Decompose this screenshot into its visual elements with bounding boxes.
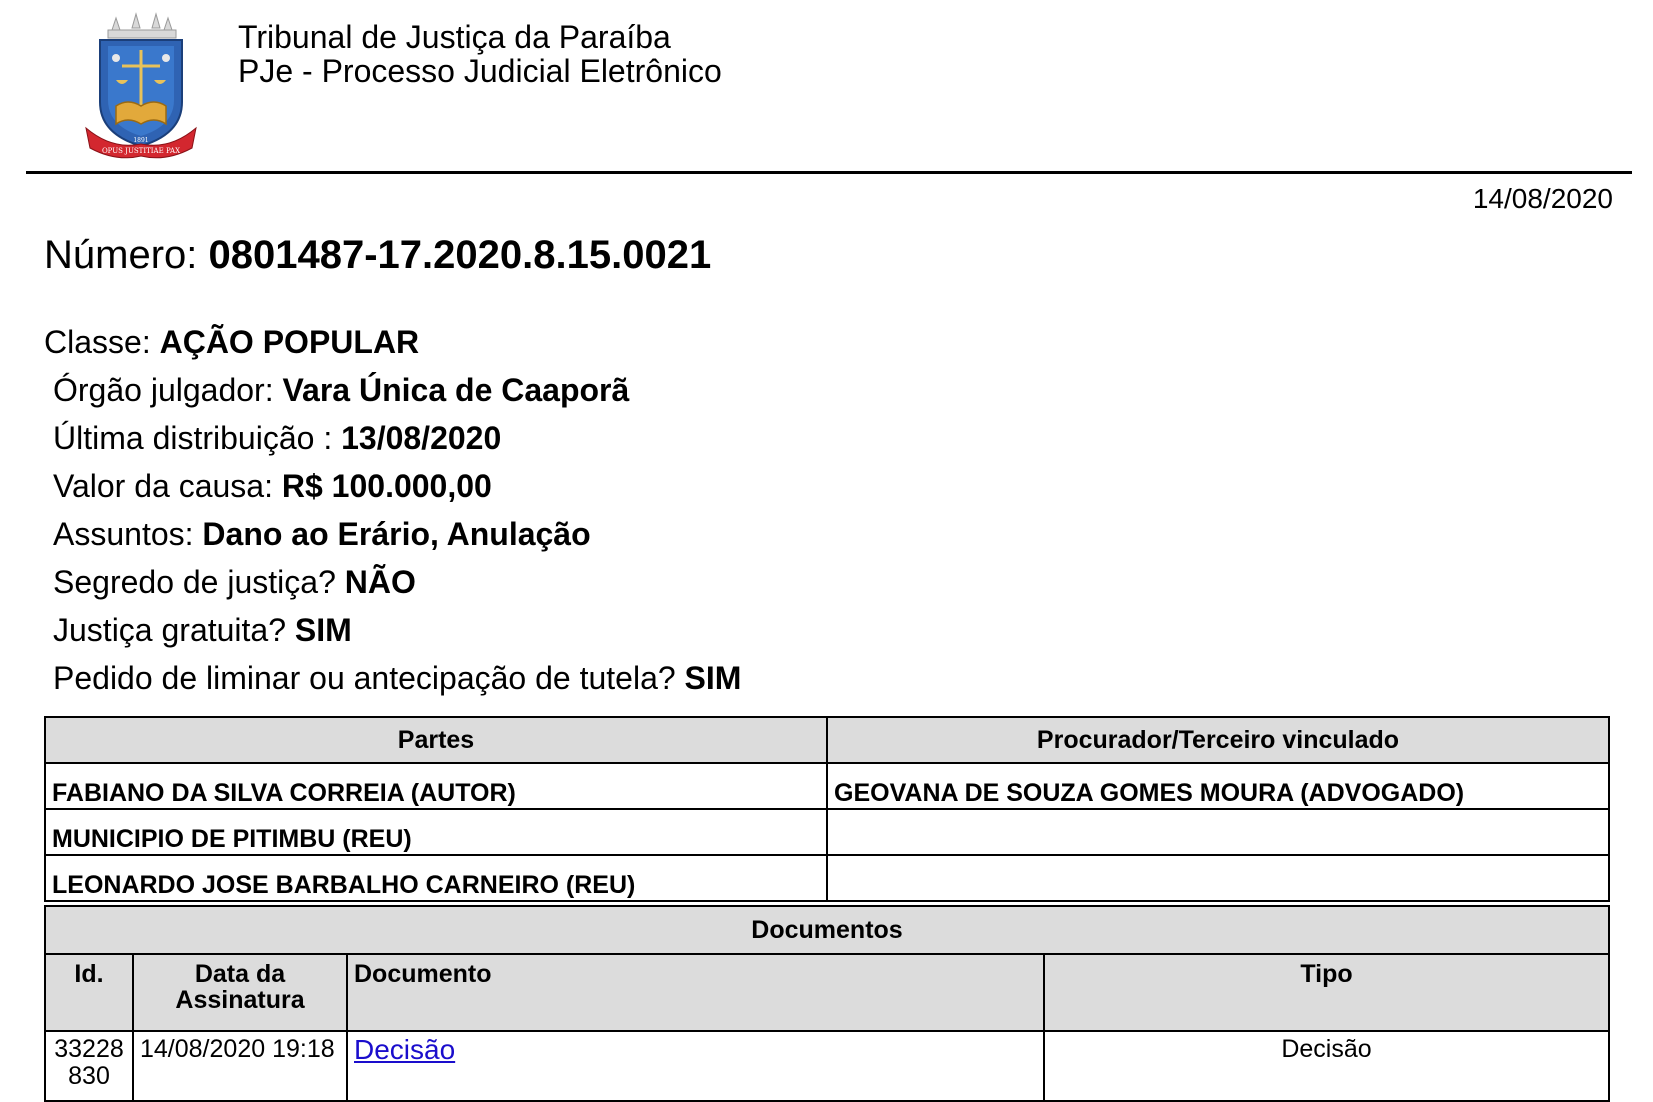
documento-column-header: Documento — [347, 954, 1044, 1031]
process-number-value: 0801487-17.2020.8.15.0021 — [208, 233, 712, 277]
court-crest-icon — [82, 10, 200, 162]
partes-table — [44, 716, 1610, 902]
procurador-cell: GEOVANA DE SOUZA GOMES MOURA (ADVOGADO) — [827, 763, 1609, 809]
field-label: Classe: — [44, 324, 160, 360]
field-value: SIM — [684, 660, 742, 696]
court-header — [238, 20, 722, 88]
field-orgao-julgador — [44, 366, 741, 414]
field-assuntos — [44, 510, 741, 558]
documentos-header-row — [45, 954, 1609, 1031]
field-label: Pedido de liminar ou antecipação de tutela? — [53, 660, 685, 696]
system-name: PJe - Processo Judicial Eletrônico — [238, 53, 722, 89]
field-ultima-distribuicao — [44, 414, 741, 462]
field-label: Segredo de justiça? — [53, 564, 345, 600]
table-row — [45, 855, 1609, 901]
field-value: Dano ao Erário, Anulação — [202, 516, 591, 552]
crest-motto: OPUS JUSTITIAE PAX — [101, 147, 181, 155]
field-label: Assuntos: — [53, 516, 203, 552]
doc-date-cell: 14/08/2020 19:18 — [133, 1031, 347, 1101]
documentos-caption: Documentos — [45, 906, 1609, 954]
court-name: Tribunal de Justiça da Paraíba — [238, 19, 671, 55]
table-row — [45, 763, 1609, 809]
field-value: AÇÃO POPULAR — [159, 324, 420, 360]
doc-tipo-cell: Decisão — [1044, 1031, 1609, 1101]
doc-id-cell: 33228830 — [45, 1031, 133, 1101]
crest-year: 1891 — [133, 137, 149, 144]
process-fields — [44, 318, 741, 702]
field-value: 13/08/2020 — [341, 420, 502, 456]
process-number — [44, 233, 711, 278]
field-value: R$ 100.000,00 — [281, 468, 492, 504]
header-divider — [26, 171, 1632, 174]
documentos-caption-row — [45, 906, 1609, 954]
field-value: SIM — [294, 612, 352, 648]
parte-cell: MUNICIPIO DE PITIMBU (REU) — [45, 809, 827, 855]
field-label: Justiça gratuita? — [53, 612, 295, 648]
field-segredo-justica — [44, 558, 741, 606]
parte-cell: FABIANO DA SILVA CORREIA (AUTOR) — [45, 763, 827, 809]
procurador-column-header: Procurador/Terceiro vinculado — [827, 717, 1609, 763]
process-number-label: Número: — [44, 233, 209, 277]
table-row — [45, 809, 1609, 855]
partes-column-header: Partes — [45, 717, 827, 763]
field-valor-causa — [44, 462, 741, 510]
procurador-cell — [827, 855, 1609, 901]
field-label: Última distribuição : — [53, 420, 342, 456]
tipo-column-header: Tipo — [1044, 954, 1609, 1031]
data-column-header: Data da Assinatura — [133, 954, 347, 1031]
parte-cell: LEONARDO JOSE BARBALHO CARNEIRO (REU) — [45, 855, 827, 901]
procurador-cell — [827, 809, 1609, 855]
field-value: NÃO — [344, 564, 416, 600]
field-value: Vara Única de Caaporã — [282, 372, 630, 408]
field-justica-gratuita — [44, 606, 741, 654]
field-label: Órgão julgador: — [53, 372, 283, 408]
print-date: 14/08/2020 — [1472, 183, 1613, 214]
documentos-table — [44, 905, 1610, 1102]
partes-header-row — [45, 717, 1609, 763]
id-column-header: Id. — [45, 954, 133, 1031]
field-pedido-liminar — [44, 654, 741, 702]
field-classe — [44, 318, 741, 366]
field-label: Valor da causa: — [53, 468, 282, 504]
document-link[interactable]: Decisão — [354, 1034, 456, 1065]
